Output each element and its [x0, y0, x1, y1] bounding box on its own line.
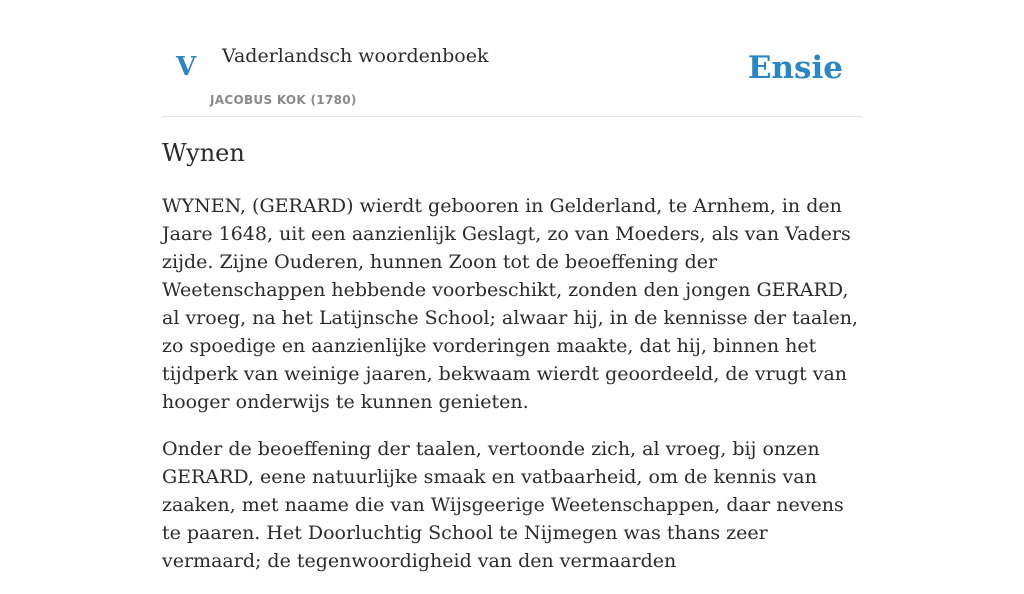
ensie-logo-link[interactable]: Ensie: [747, 50, 843, 86]
header: [162, 0, 862, 117]
book-title-link[interactable]: Vaderlandsch woordenboek: [222, 45, 489, 67]
entry-title: Wynen: [162, 139, 245, 167]
book-letter-link[interactable]: V: [176, 52, 197, 82]
entry-paragraph: WYNEN, (GERARD) wierdt gebooren in Gelderland, te Arnhem, in den Jaare 1648, uit een aanzienlijk Geslagt, zo van Moeders, als van Vaders zijde. Zijne Ouderen, hunnen Zoon tot de beoeffening der Weetenschappen hebbende voorbeschikt, zonden den jongen GERARD, al vroeg, na het Latijnsche School; alwaar hij, in de kennisse der taalen, zo spoedige en aanzienlijke vorderingen maakte, dat hij, binnen het tijdperk van weinige jaaren, bekwaam wierdt geoordeeld, de vrugt van hooger onderwijs te kunnen genieten.: [162, 195, 858, 413]
entry-content: [162, 192, 862, 594]
book-author: JACOBUS KOK (1780): [210, 93, 357, 107]
entry-paragraph: Onder de beoeffening der taalen, vertoonde zich, al vroeg, bij onzen GERARD, eene natuurlijke smaak en vatbaarheid, om de kennis van zaaken, met naame die van Wijsgeerige Weetenschappen, daar nevens te paaren. Het Doorluchtig School te Nijmegen was thans zeer vermaard; de tegenwoordigheid van den vermaarden: [162, 438, 844, 572]
